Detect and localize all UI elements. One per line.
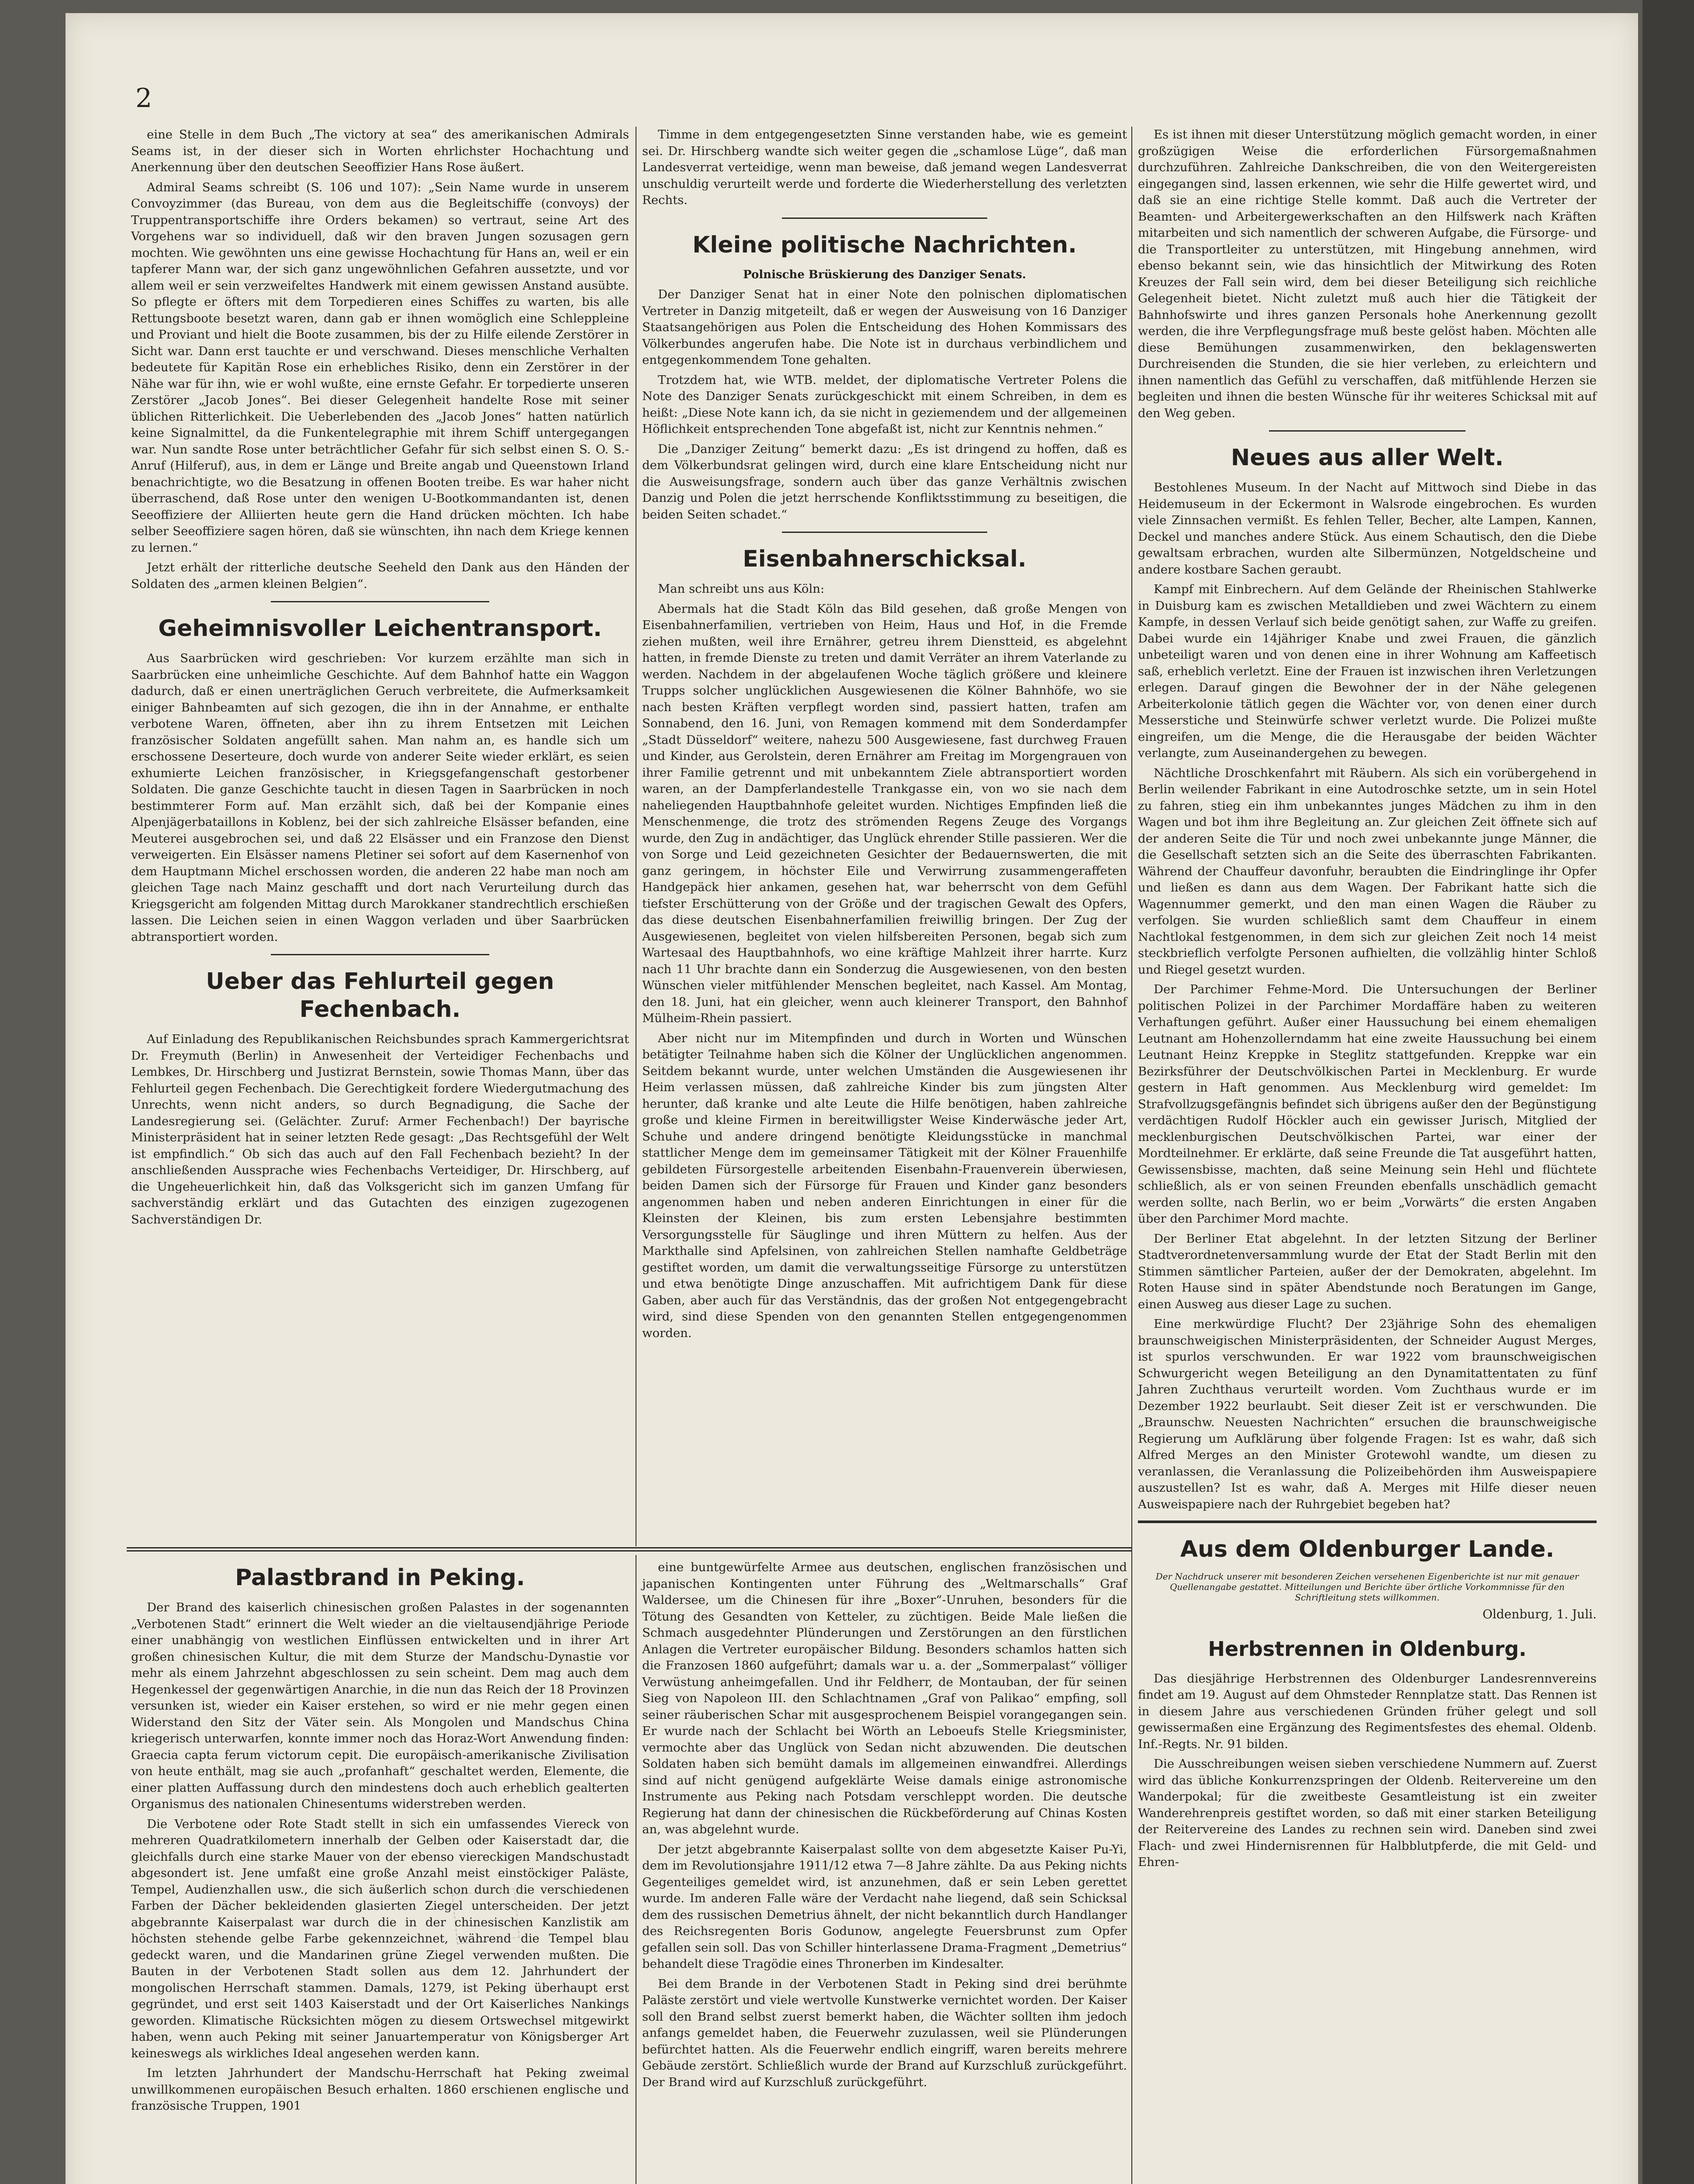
column-3 [1138,127,1597,1874]
paragraph: eine buntgewürfelte Armee aus deutschen, englischen französischen und japanischen Kontingenten unter Führung des „Weltmarschalls“ Graf Waldersee, um die Chinesen für ihre „Boxer“-Unruhen, besonders für die Tötung des Gesandten von Ketteler, zu züchtigen. Beide Male ließen die Schmach ausgedehnter Plünderungen und Zerstörungen an den fürstlichen Anlagen die Vertreter europäischer Bildung. Besonders schamlos hatten sich die Franzosen 1860 aufgeführt; damals war u. a. der „Sommerpalast“ völliger Verwüstung anheimgefallen. Und ihr Feldherr, de Montauban, der für seinen Sieg von Napoleon III. den Schlachtnamen „Graf von Palikao“ empfing, soll seiner räuberischen Schar mit ausgesprochenem Beispiel vorangegangen sein. Er wurde nach der Schlacht bei Wörth an Leboeufs Stelle Kriegsminister, vermochte aber das Unglück von Sedan nicht abzuwenden. Die deutschen Soldaten haben sich bemüht damals im allgemeinen einwandfrei. Allerdings sind auf nicht genügend aufgeklärte Weise damals einige astronomische Instrumente aus Peking nach Potsdam verschleppt worden. Die deutsche Regierung hat dann der chinesischen die Rückbeförderung auf Chinas Kosten an, was abgelehnt wurde. [642,1560,1127,1836]
column-1 [131,127,629,1231]
bottom-column-b [642,1559,1127,2094]
section-divider [127,1547,1131,1552]
divider [782,532,987,533]
column-rule [1131,127,1132,2184]
section-heading: Aus dem Oldenburger Lande. [1180,1536,1555,1562]
paragraph: Nächtliche Droschkenfahrt mit Räubern. Als sich ein vorübergehend in Berlin weilender Fabrikant in eine Autodroschke setzte, um in sein Hotel zu fahren, stieg ein ihm unbekanntes junges Mädchen zu ihm in den Wagen und bot ihm ihre Begleitung an. Zur gleichen Zeit öffnete sich auf der anderen Seite die Tür und noch zwei unbekannte junge Männer, die die Gesellschaft setzten sich an die Seite des überraschten Fabrikanten. Während der Chauffeur davonfuhr, beraubten die Eindringlinge ihr Opfer und ließen es dann aus dem Wagen. Der Fabrikant hatte sich die Wagennummer gemerkt, und den man einen Wagen die Räuber zu verfolgen. Sie wurden schließlich samt dem Chauffeur in einem Nachtlokal festgenommen, in dem sich zur gleichen Zeit noch 14 meist steckbrieflich verfolgte Personen aufhielten, die vollzählig hinter Schloß und Riegel gesetzt wurden. [1138,766,1597,977]
paragraph: Abermals hat die Stadt Köln das Bild gesehen, daß große Mengen von Eisenbahnerfamilien, vertrieben von Heim, Haus und Hof, in die Fremde ziehen mußten, weil ihre Ernährer, getreu ihrem Dienstteid, es abgelehnt hatten, in fremde Dienste zu treten und damit Verräter an ihrem Vaterlande zu werden. Nachdem in der abgelaufenen Woche täglich größere und kleinere Trupps solcher unglücklichen Ausgewiesenen die Kölner Bahnhöfe, wo sie nach besten Kräften verpflegt worden sind, passiert hatten, trafen am Sonnabend, den 16. Juni, von Remagen kommend mit dem Sonderdampfer „Stadt Düsseldorf“ weitere, nahezu 500 Ausgewiesene, fast durchweg Frauen und Kinder, aus Gerolstein, deren Ernährer am Freitag im Morgengrauen von ihrer Familie getrennt und mit unbekanntem Ziele abtransportiert worden waren, an der Dampferlandestelle Trankgasse ein, von wo sie nach dem naheliegenden Hauptbahnhofe geleitet wurden. Nichtiges Empfinden ließ die Menschenmenge, die trotz des strömenden Regens Zeuge des Vorgangs wurde, den Zug in andächtiger, das Unglück ehrender Stille passieren. Wer die von Sorge und Leid gezeichneten Gesichter der Bedauernswerten, die mit ganz geringem, in höchster Eile und Verwirrung zusammengeraffeten Handgepäck hier ankamen, gesehen hat, war beherrscht von dem Gefühl tiefster Erschütterung von der Größe und der tragischen Gewalt des Opfers, das diese deutschen Eisenbahnerfamilien freiwillig bringen. Der Zug der Ausgewiesenen, begleitet von vielen hilfsbereiten Personen, begab sich zum Wartesaal des Hauptbahnhofs, wo eine kräftige Mahlzeit ihrer harrte. Kurz nach 11 Uhr brachte dann ein Sonderzug die Ausgewiesenen, von den besten Wünschen vieler mitfühlender Menschen begleitet, nach Kassel. Am Montag, den 18. Juni, hat ein gleicher, wenn auch kleinerer Transport, den Bahnhof Mülheim-Rhein passiert. [642,601,1127,1025]
page-number: 2 [135,83,152,114]
article-heading: Eisenbahnerschicksal. [743,546,1027,572]
paragraph: Trotzdem hat, wie WTB. meldet, der diplomatische Vertreter Polens die Note des Danziger Senats zurückgeschickt mit einem Schreiben, in dem es heißt: „Diese Note kann ich, da sie nicht in geziemendem und der allgemeinen Höflichkeit entsprechenden Tone abgefaßt ist, nicht zur Kenntnis nehmen.“ [642,373,1127,436]
article-heading: Palastbrand in Peking. [235,1565,525,1591]
article-heading: Neues aus aller Welt. [1231,445,1504,471]
paragraph: Auf Einladung des Republikanischen Reichsbundes sprach Kammergerichtsrat Dr. Freymuth (Berlin) in Anwesenheit der Verteidiger Fechenbachs und Lembkes, Dr. Hirschberg und Justizrat Bernstein, sowie Thomas Mann, über das Fehlurteil gegen Fechenbach. Die Gerechtigkeit fordere Wiedergutmachung des Unrechts, wenn nicht anders, so durch Begnadigung, die Sache der Landesregierung sei. (Gelächter. Zuruf: Armer Fechenbach!) Der bayrische Ministerpräsident hat in seiner letzten Rede gesagt: „Das Rechtsgefühl der Welt ist empfindlich.“ Ob sich das auch auf den Fall Fechenbach bezieht? In der anschließenden Aussprache wies Fechenbachs Verteidiger, Dr. Hirschberg, auf die Ungeheuerlichkeit hin, daß das Volksgericht sich im ganzen Umfang für sachverständig erklärt und das Gutachten des einzigen zugezogenen Sachverständigen Dr. [131,1032,629,1227]
paragraph: Die Verbotene oder Rote Stadt stellt in sich ein umfassendes Viereck von mehreren Quadratkilometern innerhalb der Gelben oder Kaiserstadt dar, die gleichfalls durch eine starke Mauer von der ebenso viereckigen Mandschustadt abgesondert ist. Jene umfaßt eine große Anzahl meist einstöckiger Paläste, Tempel, Audienzhallen usw., die sich äußerlich schon durch die verschiedenen Farben der Dächer bekleidenden glasierten Ziegel unterscheiden. Der jetzt abgebrannte Kaiserpalast war durch die in der chinesischen Kanzlistik am höchsten stehende gelbe Farbe gekennzeichnet, während die Tempel blau gedeckt waren, und die Mandarinen grüne Ziegel verwenden mußten. Die Bauten in der Verbotenen Stadt sollen aus dem 12. Jahrhundert der mongolischen Herrschaft stammen. Damals, 1279, ist Peking überhaupt erst gegründet, und erst seit 1403 Kaiserstadt und der Ort Kaiserliches Nankings geworden. Klimatische Rücksichten mögen zu diesem Ortswechsel mitgewirkt haben, wenn auch Peking mit seiner Januartemperatur von Königsberger Art keineswegs als wirkliches Ideal angesehen werden kann. [131,1817,629,2060]
paragraph: Timme in dem entgegengesetzten Sinne verstanden habe, wie es gemeint sei. Dr. Hirschberg wandte sich weiter gegen die „schamlose Lüge“, daß man Landesverrat verteidige, wenn man beweise, daß jemand wegen Landesverrat unschuldig verurteilt werde und forderte die Wiederherstellung des verletzten Rechts. [642,128,1127,207]
paragraph: Man schreibt uns aus Köln: [658,582,825,596]
article-heading: Ueber das Fehlurteil gegen Fechenbach. [206,968,554,1023]
paragraph: Bestohlenes Museum. In der Nacht auf Mittwoch sind Diebe in das Heidemuseum in der Eckermont in Walsrode eingebrochen. Es wurden viele Zinnsachen vermißt. Es fehlen Teller, Becher, alte Lampen, Kannen, Deckel und manches andere Stück. Aus einem Schautisch, den die Diebe gewaltsam erbrachen, wurden alte Silbermünzen, Notgeldscheine und andere kostbare Sachen geraubt. [1138,480,1597,577]
column-2 [642,127,1127,1345]
paragraph: Der Brand des kaiserlich chinesischen großen Palastes in der sogenannten „Verbotenen Stadt“ erinnert die Welt wieder an die vieltausendjährige Periode einer unabhängig von westlichen Einflüssen entwickelten und in ihrer Art großen chinesischen Kultur, die mit dem Sturze der Mandschu-Dynastie vor mehr als einem Jahrzehnt abgeschlossen zu sein scheint. Dem mag auch dem Hegenkessel der gegenwärtigen Anarchie, in die nun das Reich der 18 Provinzen versunken ist, wieder ein Kaiser erstehen, so wird er nie mehr gegen einen Widerstand den Sitz der Väter sein. Als Mongolen und Mandschus China kriegerisch unterwarfen, konnte immer noch das Horaz-Wort Anwendung finden: Graecia capta ferum victorum cepit. Die europäisch-amerikanische Zivilisation von heute enthält, mag sie auch „profanhaft“ geschaltet werden, Elemente, die einer platten Auffassung durch den mindestens doch auch erheblich gealterten Organismus des nationalen Chinesentums widerstreben werden. [131,1600,629,1811]
article-heading: Geheimnisvoller Leichentransport. [158,615,602,642]
article-subheading: Polnische Brüskierung des Danziger Senats. [743,268,1026,281]
divider [782,218,987,219]
divider [271,954,489,955]
col1-intro [131,127,629,592]
paragraph: Admiral Seams schreibt (S. 106 und 107): „Sein Name wurde in unserem Convoyzimmer (das Bureau, von dem aus die Begleitschiffe (convoys) der Truppentransportschiffe ihre Orders bekamen) so vertraut, seine Art des Vorgehens war so individuell, daß wir den braven Jungen sozusagen gern mochten. Wie gewöhnten uns eine gewisse Hochachtung für Hans an, weil er ein tapferer Mann war, der sich ganz ungewöhnlichen Gefahren aussetzte, und vor allem weil er sein verzweifeltes Handwerk mit einem gewissen Anstand ausübte. So pflegte er öfters mit dem Torpedieren eines Schiffes zu warten, bis alle Rettungsboote besetzt waren, dann gab er ihnen womöglich eine Schleppleine und Proviant und hielt die Boote zusammen, bis der zu Hilfe eilende Zerstörer in Sicht war. Dann erst tauchte er und verschwand. Dieses menschliche Verhalten bedeutete für Kapitän Rose ein erhebliches Risiko, denn ein Zerstörer in der Nähe war für ihn, wie er wohl wußte, eine ernste Gefahr. Er torpedierte unseren Zerstörer „Jacob Jones“. Bei dieser Gelegenheit handelte Rose mit seiner üblichen Ritterlichkeit. Die Ueberlebenden des „Jacob Jones“ hatten natürlich keine Signalmittel, da die Funkentelegraphie mit ihrem Schiff untergegangen war. Nun sandte Rose unter beträchtlicher Gefahr für sich selbst einen S. O. S.-Anruf (Hilferuf), aus, in dem er Länge und Breite angab und Queenstown Irland benachrichtigte, wo die Besatzung in offenen Booten treibe. Es war haher nicht überraschend, daß Rose unter den wenigen U-Bootkommandanten ist, denen Seeoffiziere der Alliierten heute gern die Hand drücken möchten. Ich habe selber Seeoffiziere sagen hören, daß sie wünschten, ihn nach dem Kriege kennen zu lernen.“ [131,180,629,555]
paragraph: Aber nicht nur im Mitempfinden und durch in Worten und Wünschen betätigter Teilnahme haben sich die Kölner der Unglücklichen angenommen. Seitdem bekannt wurde, unter welchen Umständen die Ausgewiesenen ihr Heim verlassen müssen, daß zahlreiche Kinder bis zum jüngsten Alter herunter, daß kranke und alte Leute die Hilfe benötigen, haben zahlreiche große und kleine Firmen in bereitwilligster Weise Kinderwäsche jeder Art, Schuhe und andere dringend benötigte Kleidungsstücke in manchmal stattlicher Menge dem im gemeinsamer Tätigkeit mit der Kölner Frauenhilfe gebildeten Fürsorgestelle arbeitenden Eisenbahn-Frauenverein überwiesen, beiden Damen sich der Fürsorge für Frauen und Kinder ganz besonders angenommen haben und neben anderen Einrichtungen in einer für die Kleinsten der Kleinen, bis zum ersten Lebensjahre bestimmten Versorgungsstelle für Säuglinge und ihren Müttern zu helfen. Aus der Markthalle sind Apfelsinen, von zahlreichen Stellen namhafte Geldbeträge gestiftet worden, um damit die verwaltungsseitige Fürsorge zu unterstützen und etwa benötigte Dinge anzuschaffen. Mit aufrichtigem Dank für diese Gaben, aber auch für das Verständnis, das der großen Not entgegengebracht wird, sind diese Spenden von den genannten Stellen entgegengenommen worden. [642,1031,1127,1340]
paragraph: Im letzten Jahrhundert der Mandschu-Herrschaft hat Peking zweimal unwillkommenen europäischen Besuch erhalten. 1860 erschienen englische und französische Truppen, 1901 [131,2066,629,2113]
library-stamp [452,1888,519,1944]
paragraph: Eine merkwürdige Flucht? Der 23jährige Sohn des ehemaligen braunschweigischen Ministerpräsidenten, der Schneider August Merges, ist spurlos verschwunden. Er war 1922 vom braunschweigischen Schwurgericht wegen Beteiligung an den Dynamitattentaten zu fünf Jahren Zuchthaus verurteilt worden. Vom Zuchthaus wurde er im Dezember 1922 beurlaubt. Seit dieser Zeit ist er verschwunden. Die „Braunschw. Neuesten Nachrichten“ ersuchen die braunschweigische Regierung um Aufklärung über folgende Fragen: Ist es wahr, daß sich Alfred Merges an den Minister Grotewohl wandte, um diesen zu veranlassen, die Veranlassung die Polizeibehörden ihm Ausweispapiere auszustellen? Ist es wahr, daß A. Merges mit Hilfe dieser neuen Ausweispapiere nach der Ruhrgebiet begeben hat? [1138,1317,1597,1511]
reprint-note: Der Nachdruck unserer mit besonderen Zeichen versehenen Eigenberichte ist nur mit genauer Quellenangabe gestattet. Mitteilungen und Berichte über örtliche Vorkommnisse für den Schriftleitung stets willkommen. [1155,1571,1579,1603]
paragraph: Der Berliner Etat abgelehnt. In der letzten Sitzung der Berliner Stadtverordnetenversammlung wurde der Etat der Stadt Berlin mit den Stimmen sämtlicher Parteien, außer der der Demokraten, abgelehnt. Im Roten Hause sind in später Abendstunde noch Beratungen im Gange, einen Ausweg aus dieser Lage zu suchen. [1138,1231,1597,1311]
bottom-column-a [131,1559,629,2118]
paragraph: Der Parchimer Fehme-Mord. Die Untersuchungen der Berliner politischen Polizei in der Parchimer Mordaffäre haben zu weiteren Verhaftungen geführt. Außer einer Haussuchung bei einem ehemaligen Leutnant am Hohenzollerndamm hat eine zweite Haussuchung bei einem Leutnant Heinz Kreppke in Steglitz stattgefunden. Kreppke war ein Bezirksführer der Deutschvölkischen Partei in Mecklenburg. Er wurde gestern in Haft genommen. Aus Mecklenburg wird gemeldet: Im Strafvollzugsgefängnis befindet sich übrigens außer den der Begünstigung verdächtigen Rudolf Höckler auch ein gewisser Jurisch, Mitglied der mecklenburgischen Deutschvölkischen Partei, war einer der Mordteilnehmer. Er erklärte, daß seine Freunde die Tat ausgeführt hatten, Gewissensbisse, machten, daß seine Meinung sein Hehl und flüchtete schließlich, als er von seinen Freunden ebenfalls unschädlich gemacht werden sollte, nach Berlin, wo er beim „Vorwärts“ die ersten Angaben über den Parchimer Mord machte. [1138,982,1597,1226]
divider [1269,430,1466,432]
paragraph: Bei dem Brande in der Verbotenen Stadt in Peking sind drei berühmte Paläste zerstört und viele wertvolle Kunstwerke vernichtet worden. Der Kaiser soll den Brand selbst zuerst bemerkt haben, die Wächter sollten ihm jedoch anfangs gemeldet haben, die Feuerwehr zuzulassen, weil sie Plünderungen befürchtet hatten. Als die Feuerwehr endlich eingriff, waren bereits mehrere Gebäude zerstört. Schließlich wurde der Brand auf Kurzschluß zurückgeführt. Der Brand wird auf Kurzschluß zurückgeführt. [642,1977,1127,2089]
paragraph: Es ist ihnen mit dieser Unterstützung möglich gemacht worden, in einer großzügigen Weise die erforderlichen Fürsorgemaßnahmen durchzuführen. Zahlreiche Dankschreiben, die von den Weitergereisten eingegangen sind, lassen erkennen, wie sehr die Hilfe gewertet wird, und daß sie an eine richtige Stelle kommt. Daß auch die Vertreter der Beamten- und Arbeitergewerkschaften an den Hilfswerk nach Kräften mitarbeiten und sich namentlich der schweren Aufgabe, die Fürsorge- und die Transportleiter zu unterstützen, mit Hingebung annehmen, wird ebenso bekannt sein, wie das hinsichtlich der Mitwirkung des Roten Kreuzes der Fall sein wird, dem bei dieser Beteiligung sich reichliche Gelegenheit bietet. Nicht zuletzt muß auch hier die Tätigkeit der Bahnhofswirte und ihres ganzen Personals hohe Anerkennung gezollt werden, die ihre Verpflegungsfrage muß beste gelöst haben. Möchten alle diese Bemühungen zusammenwirken, den beklagenswerten Durchreisenden die Stunden, die sie hier verleben, zu erleichtern und ihnen namentlich das Gefühl zu verschaffen, daß mitfühlende Herzen sie begleiten und ihnen die besten Wünsche für ihr weiteres Schicksal mit auf den Weg geben. [1138,128,1597,420]
paragraph: Das diesjährige Herbstrennen des Oldenburger Landesrennvereins findet am 19. August auf dem Ohmsteder Rennplatze statt. Das Rennen ist in diesem Jahre aus verschiedenen Gründen früher gelegt und soll gewissermaßen eine Ergänzung des Regimentsfestes des ehemal. Oldenb. Inf.-Regts. Nr. 91 bilden. [1138,1671,1597,1751]
paragraph: eine Stelle in dem Buch „The victory at sea“ des amerikanischen Admirals Seams ist, in der dieser sich in Worten ehrlichster Hochachtung und Anerkennung über den deutschen Seeoffizier Hans Rose äußert. [131,128,629,174]
article-heading: Kleine politische Nachrichten. [692,232,1077,258]
page-edge [1642,0,1694,2184]
paragraph: Aus Saarbrücken wird geschrieben: Vor kurzem erzählte man sich in Saarbrücken eine unheimliche Geschichte. Auf dem Bahnhof hatte ein Waggon dadurch, daß er einen unerträglichen Geruch verbreitete, die Aufmerksamkeit einiger Bahnbeamten auf sich gezogen, die ihn in der Annahme, er enthalte verbotene Waren, öffneten, aber ihn zu ihrem Entsetzen mit Leichen französischer Soldaten angefüllt sahen. Man nahm an, es handle sich um erschossene Deserteure, doch wurde von anderer Seite wieder erklärt, es seien exhumierte Leichen französischer, in Kriegsgefangenschaft gestorbener Soldaten. Die ganze Geschichte taucht in diesen Tagen in Saarbrücken in noch bestimmterer Form auf. Man erzählt sich, daß bei der Kompanie eines Alpenjägerbataillons in Koblenz, bei der sich zahlreiche Elsässer befanden, eine Meuterei ausgebrochen sei, und daß 22 Elsässer und ein Franzose den Dienst verweigerten. Ein Elsässer namens Pletiner sei sofort auf dem Kasernenhof von dem Hauptmann Michel erschossen worden, die anderen 22 habe man noch am gleichen Tage nach Mainz geschafft und dort nach Verurteilung durch das Kriegsgericht am folgenden Mittag durch Marokkaner standrechtlich erschießen lassen. Die Leichen seien in einen Waggon verladen und über Saarbrücken abtransportiert worden. [131,651,629,944]
section-divider [1138,1521,1597,1523]
paragraph: Die Ausschreibungen weisen sieben verschiedene Nummern auf. Zuerst wird das übliche Konkurrenzspringen der Oldenb. Reitervereine um den Wanderpokal; für die zweitbeste Gesamtleistung ist ein zweiter Wanderehrenpreis gestiftet worden, so daß mit einer starken Beteiligung der Reitervereine des Landes zu rechnen sein wird. Daneben sind zwei Flach- und zwei Hindernisrennen für Halbblutpferde, die mit Geld- und Ehren- [1138,1757,1597,1869]
paragraph: Der jetzt abgebrannte Kaiserpalast sollte von dem abgesetzte Kaiser Pu-Yi, dem im Revolutionsjahre 1911/12 etwa 7—8 Jahre zählte. Da aus Peking nichts Gegenteiliges gemeldet wird, ist anzunehmen, daß er sein Leben gerettet wurde. Im anderen Falle wäre der Verdacht nahe liegend, daß sein Schicksal dem des russischen Demetrius ähnelt, der nicht bekanntlich durch Handlanger des Reichsregenten Boris Godunow, angelegte Feuersbrunst zum Opfer gefallen sein soll. Das von Schiller hinterlassene Drama-Fragment „Demetrius“ behandelt diese Tragödie eines Thronerben im Kindesalter. [642,1842,1127,1971]
paragraph: Jetzt erhält der ritterliche deutsche Seeheld den Dank aus den Händen der Soldaten des „armen kleinen Belgien“. [131,560,629,591]
article-heading: Herbstrennen in Oldenburg. [1208,1637,1527,1661]
paragraph: Der Danziger Senat hat in einer Note den polnischen diplomatischen Vertreter in Danzig mitgeteilt, daß er wegen der Ausweisung von 16 Danziger Staatsangehörigen aus Polen die Entscheidung des Hohen Kommissars des Völkerbundes angerufen habe. Die Note ist in durchaus verbindlichem und entgegenkommendem Tone gehalten. [642,287,1127,367]
paragraph: Kampf mit Einbrechern. Auf dem Gelände der Rheinischen Stahlwerke in Duisburg kam es zwischen Metalldieben und zwei Wächtern zu einem Kampfe, in dessen Verlauf sich beide genötigt sahen, zur Waffe zu greifen. Dabei wurde ein 14jähriger Knabe und zwei Frauen, die gänzlich unbeteiligt waren und von denen eine in ihrer Wohnung am Kaffeetisch saß, erheblich verletzt. Eine der Frauen ist inzwischen ihren Verletzungen erlegen. Darauf gingen die Bewohner der in der Nähe gelegenen Arbeiterkolonie tätlich gegen die Wächter vor, von denen einer durch Messerstiche und Steinwürfe schwer verletzt wurde. Die Polizei mußte eingreifen, um die Menge, die die Herausgabe der beiden Wächter verlangte, zum Auseinandergehen zu bewegen. [1138,582,1597,760]
dateline: Oldenburg, 1. Juli. [1482,1607,1597,1621]
divider [271,601,489,602]
paragraph: Die „Danziger Zeitung“ bemerkt dazu: „Es ist dringend zu hoffen, daß es dem Völkerbundsrat gelingen wird, durch eine klare Entscheidung nicht nur die Ausweisungsfrage, sondern auch über das ganze Verhältnis zwischen Danzig und Polen die jetzt herrschende Konfliktsstimmung zu beseitigen, die beiden Seiten schadet.“ [642,442,1127,522]
